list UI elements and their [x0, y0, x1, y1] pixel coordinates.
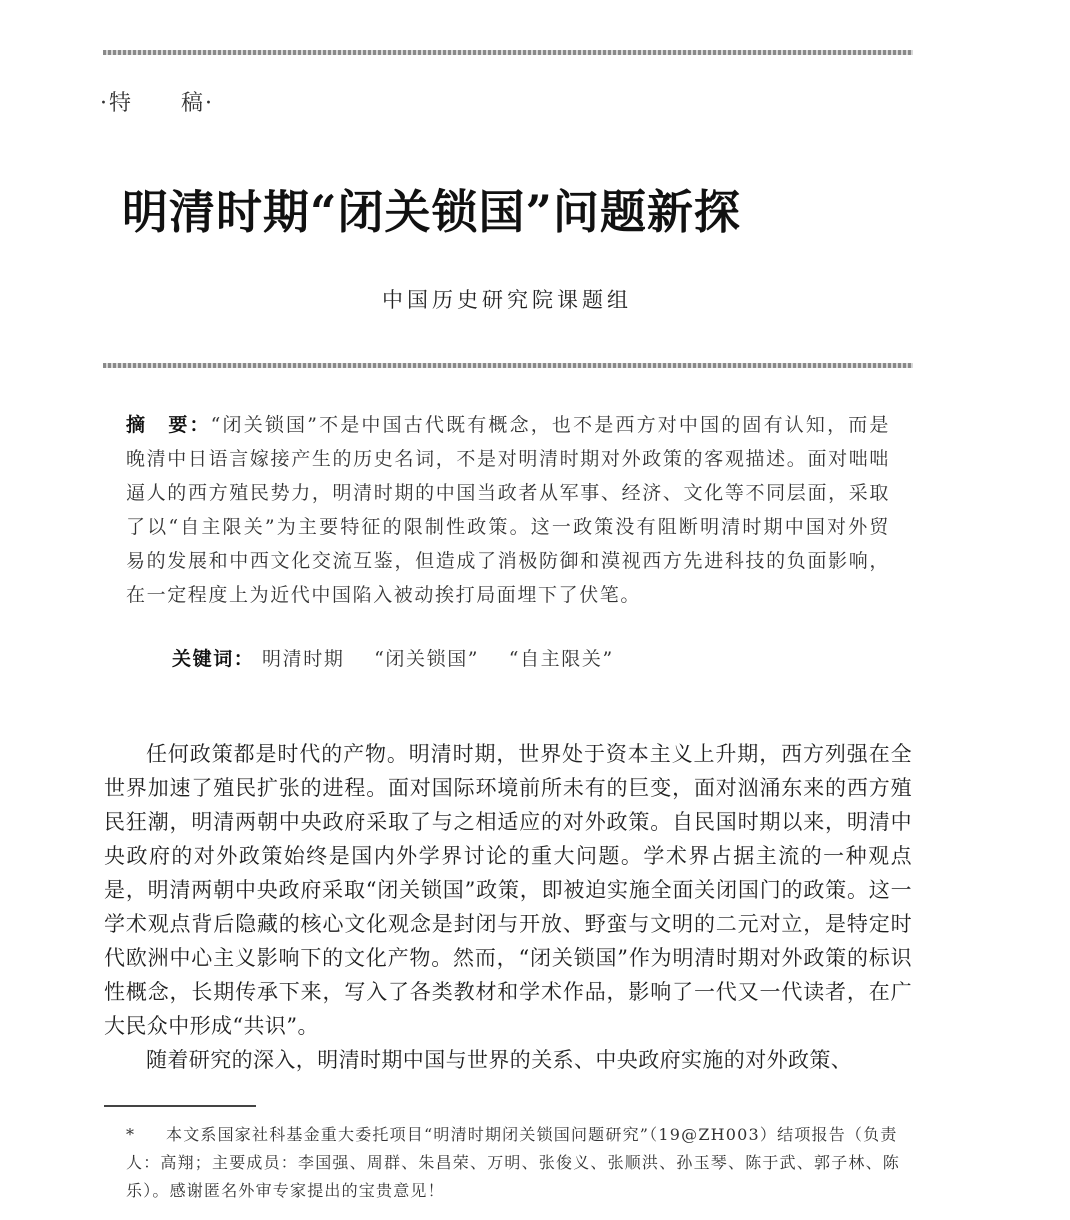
article-title: 明清时期“闭关锁国”问题新探	[122, 185, 741, 239]
keyword-item: 明清时期	[262, 648, 345, 670]
header-rule-bottom	[103, 363, 913, 368]
keyword-item: “自主限关”	[508, 648, 614, 670]
footnote-text: 本文系国家社科基金重大委托项目“明清时期闭关锁国问题研究”（19@ZH003）结项报告（负责人：高翔；主要成员：李国强、周群、朱昌荣、万明、张俊义、张顺洪、孙玉琴、陈于武、郭子林、陈乐）。感谢匿名外审专家提出的宝贵意见！	[126, 1125, 901, 1200]
footnote-rule	[104, 1105, 256, 1107]
body-text	[104, 737, 912, 1077]
footnote-mark: *	[126, 1125, 136, 1144]
abstract-label: 摘 要：	[126, 414, 211, 436]
header-rule-top	[103, 50, 913, 55]
abstract-text: “闭关锁国”不是中国古代既有概念，也不是西方对中国的固有认知，而是晚清中日语言嫁接产生的历史名词，不是对明清时期对外政策的客观描述。面对咄咄逼人的西方殖民势力，明清时期的中国当政者从军事、经济、文化等不同层面，采取了以“自主限关”为主要特征的限制性政策。这一政策没有阻断明清时期中国对外贸易的发展和中西文化交流互鉴，但造成了消极防御和漠视西方先进科技的负面影响，在一定程度上为近代中国陷入被动挨打局面埋下了伏笔。	[126, 414, 890, 606]
keywords-label: 关键词：	[172, 648, 255, 670]
footnote	[126, 1121, 916, 1205]
keywords	[172, 642, 892, 676]
body-paragraph: 任何政策都是时代的产物。明清时期，世界处于资本主义上升期，西方列强在全世界加速了殖民扩张的进程。面对国际环境前所未有的巨变，面对汹涌东来的西方殖民狂潮，明清两朝中央政府采取了与之相适应的对外政策。自民国时期以来，明清中央政府的对外政策始终是国内外学界讨论的重大问题。学术界占据主流的一种观点是，明清两朝中央政府采取“闭关锁国”政策，即被迫实施全面关闭国门的政策。这一学术观点背后隐藏的核心文化观念是封闭与开放、野蛮与文明的二元对立，是特定时代欧洲中心主义影响下的文化产物。然而，“闭关锁国”作为明清时期对外政策的标识性概念，长期传承下来，写入了各类教材和学术作品，影响了一代又一代读者，在广大民众中形成“共识”。	[104, 742, 912, 1038]
section-tag: ·特 稿·	[100, 91, 214, 116]
article-author: 中国历史研究院课题组	[382, 288, 632, 312]
body-paragraph: 随着研究的深入，明清时期中国与世界的关系、中央政府实施的对外政策、	[146, 1048, 853, 1072]
keyword-item: “闭关锁国”	[374, 648, 480, 670]
abstract	[126, 408, 890, 612]
